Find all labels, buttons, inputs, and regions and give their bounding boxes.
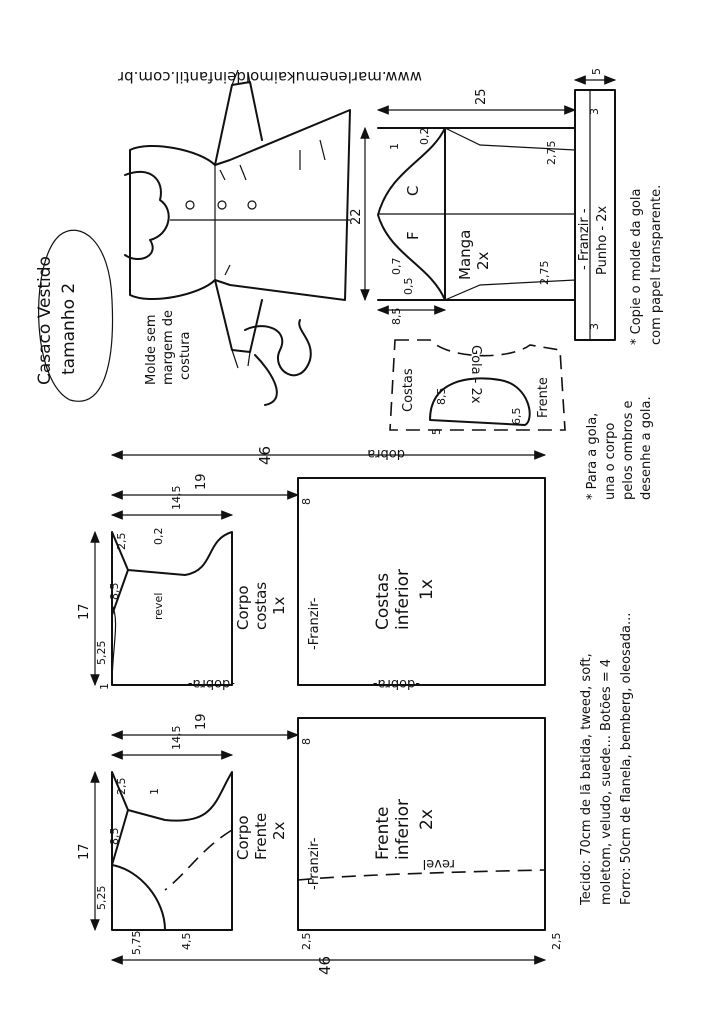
front-525: 5,25 [95, 885, 108, 910]
front-gather: -Franzir- [307, 837, 322, 890]
collar-note-line3: pelos ombros e [621, 400, 636, 500]
width-46-bottom: 46 [316, 955, 334, 975]
collar-name: Gola - 2x [468, 345, 483, 404]
front-8: 8 [300, 738, 313, 745]
sleeve-piece [349, 88, 575, 325]
collar-note-line2: una o corpo [603, 422, 618, 500]
back-facing: revel [152, 592, 165, 620]
materials-line1: Tecido: 70cm de lã batida, tweed, soft, [579, 653, 594, 905]
materials-line2: moletom, veludo, suede... Botões = 4 [599, 658, 614, 905]
back-02: 0,2 [152, 527, 165, 545]
front-25: 2,5 [115, 777, 128, 795]
copy-note-line2: com papel transparente. [649, 184, 664, 345]
front-25b: 2,5 [300, 932, 313, 950]
front-lower-line2: inferior [393, 798, 413, 860]
collar-back: Costas [401, 368, 416, 412]
back-25: 2,5 [115, 532, 128, 550]
back-1: 1 [98, 683, 111, 690]
front-lower-line3: 2x [417, 809, 437, 830]
back-17: 17 [77, 603, 92, 620]
front-body-line1: Corpo [234, 815, 252, 860]
front-45: 4,5 [180, 932, 193, 950]
back-gather: -Franzir- [307, 597, 322, 650]
title-line2: tamanho 2 [59, 282, 79, 375]
cuff-3b: 3 [588, 323, 601, 330]
front-575: 5,75 [130, 930, 143, 955]
back-145: 14,5 [170, 485, 183, 510]
collar-note [585, 396, 654, 500]
back-body-piece [77, 473, 298, 691]
front-19: 19 [194, 713, 209, 730]
sleeve-85: 8,5 [390, 307, 403, 325]
materials-line3: Forro: 50cm de flanela, bemberg, oleosada... [619, 612, 634, 905]
title-line1: Casaco Vestido [35, 256, 55, 385]
collar-85: 8,5 [435, 387, 448, 405]
back-525: 5,25 [95, 640, 108, 665]
seam-note-line2: margem de [161, 309, 176, 385]
front-lower-piece [298, 718, 563, 950]
sleeve-label: Manga [456, 229, 474, 280]
collar-note-line4: desenhe a gola. [639, 396, 654, 500]
back-body-line1: Corpo [234, 585, 252, 630]
cuff-3a: 3 [588, 108, 601, 115]
back-lower-fold: -dobra- [372, 676, 420, 691]
sleeve-275a: 2,75 [545, 140, 558, 165]
back-lower-line2: inferior [393, 568, 413, 630]
width-46-top: 46 [256, 445, 274, 465]
back-lower-line3: 1x [417, 579, 437, 600]
sleeve-07: 0,7 [390, 257, 403, 275]
sleeve-05: 0,5 [402, 277, 415, 295]
cuff-5: 5 [590, 68, 603, 75]
collar-note-line1: * Para a gola, [585, 412, 600, 500]
signature: Marlene [312, 367, 325, 412]
seam-note-line1: Molde sem [144, 314, 159, 385]
collar-65: 6,5 [510, 407, 523, 425]
front-85: 8,5 [108, 827, 121, 845]
sleeve-front-mark: F [404, 231, 422, 240]
back-body-line3: 1x [270, 596, 288, 615]
copy-note-line1: * Copie o molde da gola [629, 188, 644, 345]
front-1: 1 [148, 788, 161, 795]
front-lower-line1: Frente [373, 806, 393, 860]
front-145: 14,5 [170, 725, 183, 750]
sleeve-qty: 2x [474, 251, 492, 270]
back-fold: -dobra- [187, 676, 235, 691]
materials-note [579, 613, 634, 906]
sleeve-25: 25 [474, 88, 489, 105]
collar-5: 5 [430, 428, 443, 435]
copy-note [629, 185, 664, 345]
back-19: 19 [194, 473, 209, 490]
front-body-line3: 2x [270, 821, 288, 840]
front-body-line2: Frente [252, 812, 270, 860]
back-lower-line1: Costas [373, 572, 393, 630]
back-8: 8 [300, 498, 313, 505]
seam-note-line3: costura [178, 331, 193, 380]
website-text: www.marlenemukaimoldeinfantil.com.br [117, 68, 423, 86]
back-body-line2: costas [252, 581, 270, 630]
front-body-piece [77, 713, 298, 955]
cuff-label: Punho - 2x [595, 205, 610, 275]
front-facing: revel [422, 856, 455, 871]
title-block [35, 230, 113, 401]
cuff-piece [575, 68, 615, 340]
collar-front: Frente [536, 377, 551, 418]
back-85: 8,5 [108, 582, 121, 600]
sleeve-back-mark: C [404, 185, 422, 196]
collar-fold: dobra [367, 446, 405, 461]
seam-note [144, 310, 193, 385]
sleeve-1: 1 [388, 143, 401, 150]
sleeve-02: 0,2 [418, 127, 431, 145]
sleeve-22: 22 [349, 208, 364, 225]
front-17: 17 [77, 843, 92, 860]
front-25c: 2,5 [550, 932, 563, 950]
cuff-gather: - Franzir - [577, 208, 592, 270]
collar-piece [367, 340, 565, 461]
back-lower-piece [298, 478, 545, 691]
sleeve-275b: 2,75 [538, 260, 551, 285]
